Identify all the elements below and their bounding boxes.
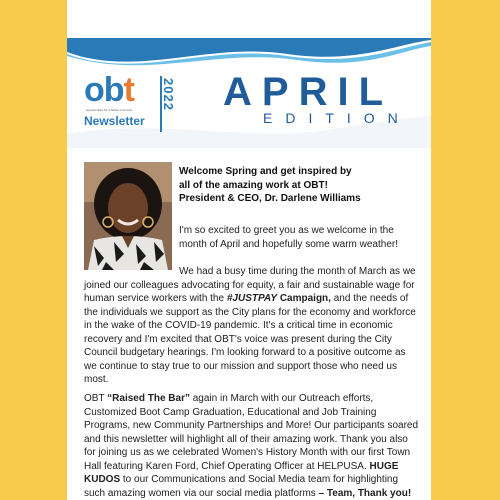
- paragraph-march-text-a: We had a busy time during the month of March as we joined our colleagues advocating for equity, a fair and sustainable wage for human service workers with the: [84, 266, 416, 304]
- paragraph-raised-text-b: again in March with our Outreach efforts, Customized Boot Camp Graduation, Educational and Job Training Programs, new Community Partnerships and More! Our participants soared and this newsletter will highlight all of their amazing work. Thank you also for joining us as we celebrated Women's History Month with our first Town Hall featuring Karen Ford, Chief Operating Officer at HELPUSA.: [84, 393, 419, 472]
- logo-letter-b: b: [103, 71, 124, 109]
- logo-newsletter-label: Newsletter: [84, 114, 145, 128]
- edition-label: EDITION: [263, 110, 411, 126]
- justpay-hashtag: #JUSTPAY: [226, 293, 278, 304]
- paragraph-welcome: I'm so excited to greet you as we welcome in the month of April and hopefully some warm weather!: [179, 225, 398, 250]
- raised-the-bar-phrase: “Raised The Bar”: [107, 393, 190, 404]
- paragraph-raised-text-a: OBT: [84, 393, 108, 404]
- paragraph-raised-text-c: to our Communications and Social Media team for highlighting such amazing women via our social media platforms: [84, 474, 399, 499]
- edition-month: APRIL: [223, 70, 393, 114]
- paragraph-march: [84, 265, 419, 387]
- logo-wordmark: [84, 72, 134, 108]
- greeting-line-2: all of the amazing work at OBT!: [179, 179, 328, 191]
- greeting-line-1: Welcome Spring and get inspired by: [179, 166, 352, 177]
- top-bar: [67, 0, 431, 38]
- paragraph-raised-the-bar: [84, 392, 419, 500]
- justpay-campaign: Campaign,: [277, 293, 331, 304]
- ceo-photo: [84, 162, 172, 270]
- greeting-line-3: President & CEO, Dr. Darlene Williams: [179, 193, 361, 204]
- paragraph-march-text-b: and the needs of the individuals we support as the City plans for the economy and workforce in the wake of the COVID-19 pandemic. It's a critical time in economic recovery and I'm excited that OBT's voice was present during the City Council budgetary hearings. I'm looking forward to a positive outcome as we continue to stay true to our mission and support those who need us most.: [84, 293, 416, 385]
- team-thank-you-phrase: – Team, Thank you!: [318, 487, 412, 499]
- huge-kudos-phrase: HUGE KUDOS: [84, 460, 399, 485]
- logo-year-block: [160, 76, 182, 132]
- logo-letter-t: t: [123, 71, 134, 109]
- logo-letter-o: o: [84, 71, 104, 109]
- obt-logo: [84, 72, 174, 132]
- logo-year: 2022: [161, 78, 176, 111]
- ceo-portrait-image: [84, 162, 172, 270]
- newsletter-card: [67, 0, 431, 500]
- logo-tagline: opportunities for a better tomorrow: [86, 108, 132, 112]
- greeting-block: [179, 165, 419, 206]
